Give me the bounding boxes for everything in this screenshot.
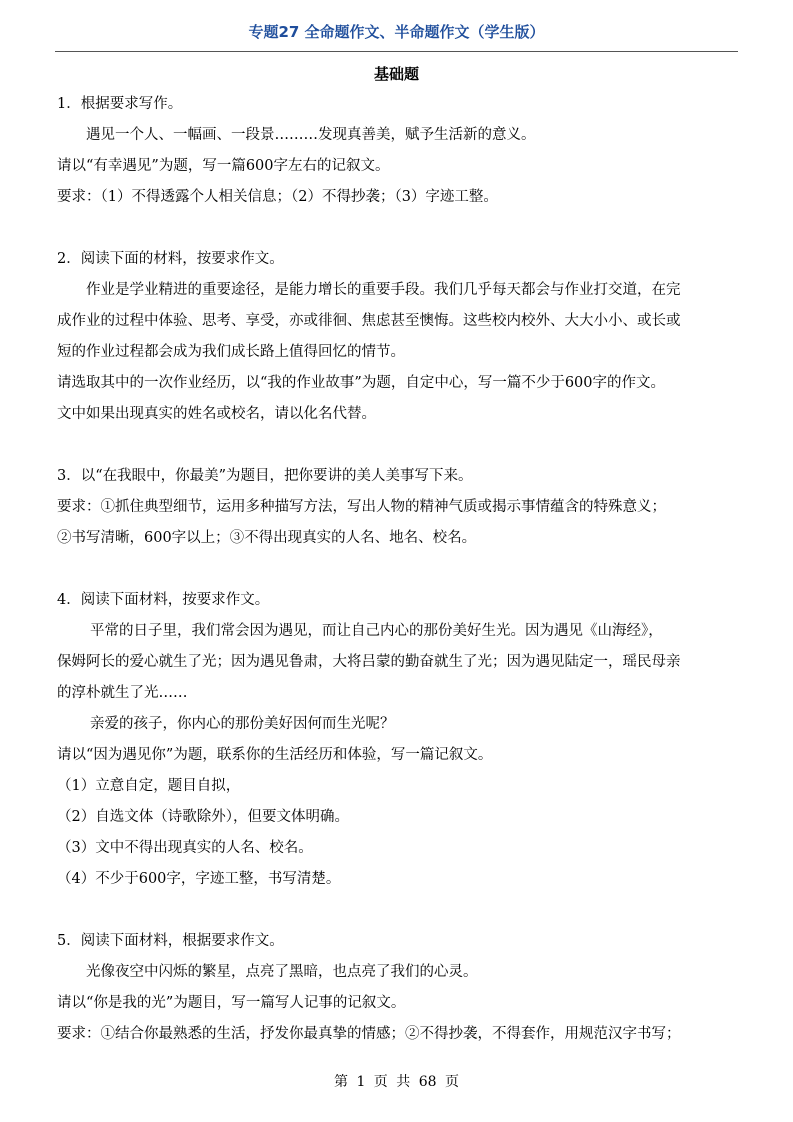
question-4-material-line-1: 平常的日子里，我们常会因为遇见，而让自己内心的那份美好生光。因为遇见《山海经》， [90,623,663,639]
spacer [57,554,737,585]
question-2-material-line-3: 短的作业过程都会成为我们成长路上值得回忆的情节。 [57,344,405,360]
question-2-material-line-2: 成作业的过程中体验、思考、享受，亦或徘徊、焦虑甚至懊悔。这些校内校外、大大小小、或长或 [57,313,681,329]
question-5-prompt: 5．阅读下面材料，根据要求作文。 [57,933,284,949]
question-4-material-line-4: 亲爱的孩子，你内心的那份美好因何而生光呢？ [90,716,395,732]
spacer [57,895,737,926]
question-4-requirement-1: （1）立意自定，题目自拟， [57,778,241,794]
page-number: 第 1 页 共 68 页 [334,1074,459,1090]
question-5-task: 请以“你是我的光”为题目，写一篇写人记事的记叙文。 [57,995,406,1011]
question-4-requirement-4: （4）不少于600字，字迹工整，书写清楚。 [57,871,341,887]
question-4 [57,585,737,895]
question-2-note: 文中如果出现真实的姓名或校名，请以化名代替。 [57,406,376,422]
question-1-task: 请以“有幸遇见”为题，写一篇600字左右的记叙文。 [57,158,390,174]
question-5-material: 光像夜空中闪烁的繁星，点亮了黑暗，也点亮了我们的心灵。 [86,964,478,980]
question-3-requirements-line-2: ②书写清晰，600字以上；③不得出现真实的人名、地名、校名。 [57,530,477,546]
document-body [57,89,737,1050]
question-4-requirement-2: （2）自选文体（诗歌除外），但要文体明确。 [57,809,349,825]
question-5-requirements: 要求：①结合你最熟悉的生活，抒发你最真挚的情感；②不得抄袭，不得套作，用规范汉字书写； [57,1026,681,1042]
question-1-requirements: 要求：（1）不得透露个人相关信息；（2）不得抄袭；（3）字迹工整。 [57,189,498,205]
question-3 [57,461,737,554]
spacer [57,430,737,461]
question-1-material: 遇见一个人、一幅画、一段景………发现真善美，赋予生活新的意义。 [86,127,536,143]
question-2 [57,244,737,430]
question-2-material-line-1: 作业是学业精进的重要途径，是能力增长的重要手段。我们几乎每天都会与作业打交道，在完 [86,282,681,298]
question-4-prompt: 4．阅读下面材料，按要求作文。 [57,592,270,608]
question-2-prompt: 2．阅读下面的材料，按要求作文。 [57,251,284,267]
question-1 [57,89,737,213]
spacer [57,213,737,244]
section-title: 基础题 [373,65,419,83]
question-3-requirements-line-1: 要求：①抓住典型细节，运用多种描写方法，写出人物的精神气质或揭示事情蕴含的特殊意义； [57,499,666,515]
question-4-requirement-3: （3）文中不得出现真实的人名、校名。 [57,840,313,856]
question-4-material-line-2: 保姆阿长的爱心就生了光；因为遇见鲁肃，大将吕蒙的勤奋就生了光；因为遇见陆定一，瑶民母亲 [57,654,681,670]
question-2-task: 请选取其中的一次作业经历，以“我的作业故事”为题，自定中心，写一篇不少于600字的作文。 [57,375,665,391]
question-4-material-line-3: 的淳朴就生了光…… [57,685,188,701]
question-1-prompt: 1．根据要求写作。 [57,96,183,112]
question-3-prompt: 3．以“在我眼中，你最美”为题目，把你要讲的美人美事写下来。 [57,468,473,484]
document-header: 专题27 全命题作文、半命题作文（学生版） [248,23,545,41]
header-divider [55,51,738,52]
question-5 [57,926,737,1050]
question-4-task: 请以“因为遇见你”为题，联系你的生活经历和体验，写一篇记叙文。 [57,747,493,763]
